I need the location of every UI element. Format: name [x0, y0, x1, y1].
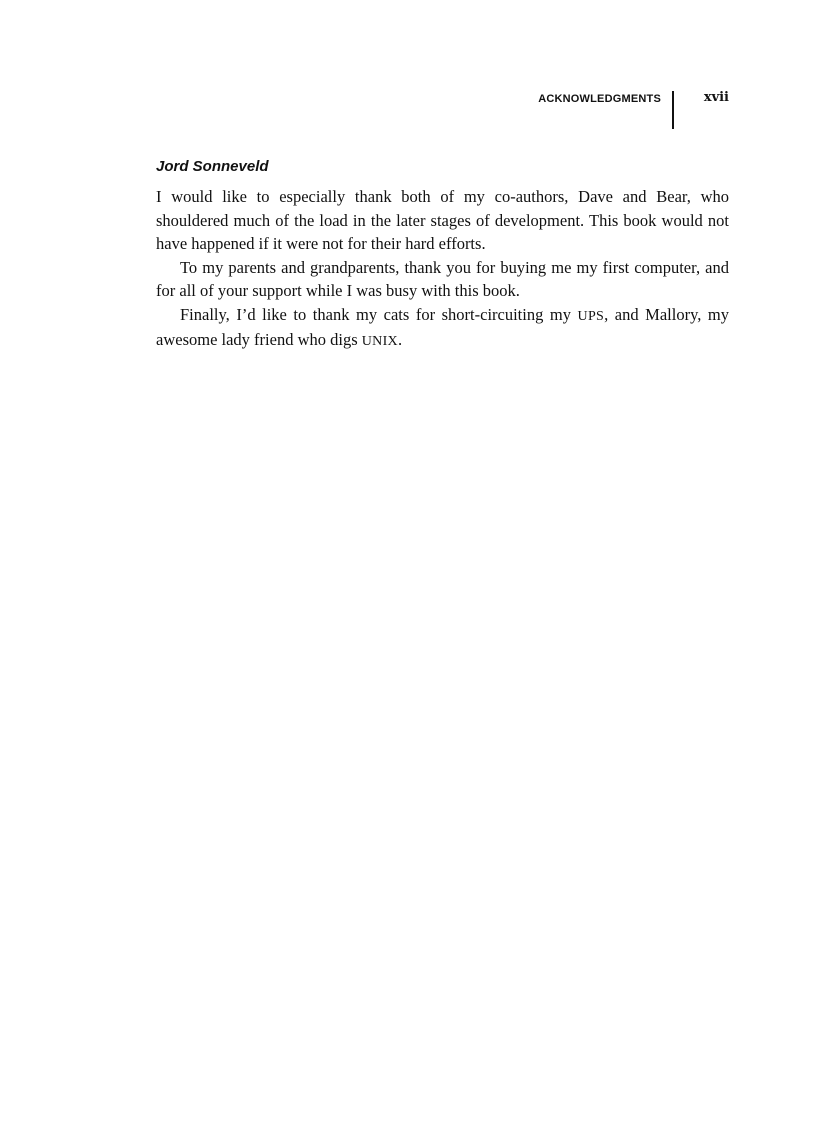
running-head-divider — [672, 91, 674, 129]
running-head — [0, 92, 816, 132]
paragraph-2: To my parents and grandparents, thank you for buying me my first computer, and for all of your support while I was busy with this book. — [156, 257, 729, 300]
unix-acronym: UNIX — [361, 334, 398, 349]
paragraph-3-text-3: . — [397, 330, 403, 349]
running-head-section-title: ACKNOWLEDGMENTS — [538, 93, 661, 105]
acknowledgment-section — [156, 156, 729, 354]
paragraph-1: I would like to especially thank both of my co-authors, Dave and Bear, who shouldered much of the load in the later stages of development. This book would not have happened if it were not for their hard efforts. — [156, 187, 729, 253]
ups-acronym: UPS — [577, 308, 605, 324]
paragraph-3 — [156, 303, 729, 354]
paragraph-3-text-2: , and Mallory, my awesome lady friend who digs — [156, 304, 730, 349]
author-heading: Jord Sonneveld — [156, 158, 269, 175]
paragraph-3-text-1: Finally, I’d like to thank my cats for short-circuiting my — [180, 304, 578, 324]
page-number: xvii — [703, 90, 729, 105]
